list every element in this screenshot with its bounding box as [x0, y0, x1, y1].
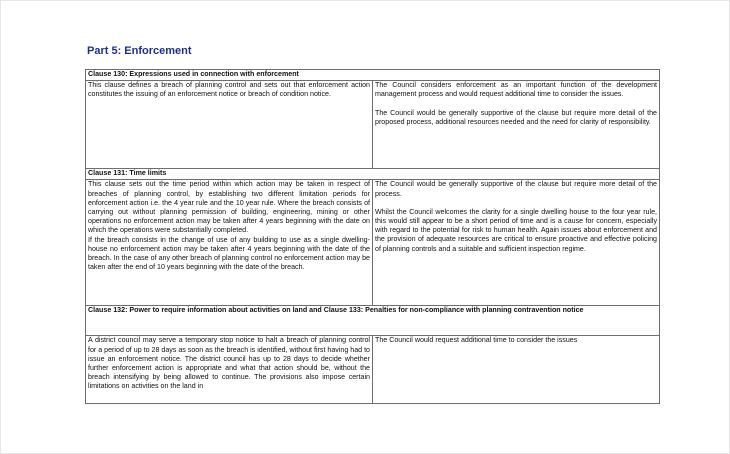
clause-131-response-para-2: Whilst the Council welcomes the clarity for a single dwelling house to the four year rule, this would still appear to be a short period of time and is a cause for concern, especially with regard to the potential for risk to human health. Again issues about enforcement and the provision of adequate resources are critical to ensure proactive and effective policing of planning controls and a suitable and sufficient inspection regime.	[375, 207, 657, 253]
clause-130-header-row	[86, 70, 660, 81]
clause-132-row	[86, 336, 660, 404]
clause-131-response-para-1: The Council would be generally supportive of the clause but require more detail of the process.	[375, 180, 657, 198]
clause-130-description	[86, 81, 373, 169]
clause-130-row	[86, 81, 660, 169]
clause-132-response	[373, 336, 660, 404]
clause-130-heading: Clause 130: Expressions used in connection with enforcement	[86, 70, 660, 81]
clause-132-heading: Clause 132: Power to require information about activities on land and Clause 133: Penalties for non-compliance with planning contravention notice	[86, 306, 660, 336]
clause-130-response-para-2: The Council would be generally supportive of the clause but require more detail of the proposed process, additional resources needed and the need for clarity of responsibility.	[375, 108, 657, 126]
clause-131-description	[86, 180, 373, 306]
clause-131-row	[86, 180, 660, 306]
clause-132-header-row	[86, 306, 660, 336]
clause-130-description-text: This clause defines a breach of planning control and sets out that enforcement action constitutes the issuing of an enforcement notice or breach of condition notice.	[88, 81, 370, 99]
clause-131-header-row	[86, 169, 660, 180]
clauses-table	[85, 69, 660, 404]
part-title: Part 5: Enforcement	[87, 45, 192, 57]
clause-132-description-text: A district council may serve a temporary stop notice to halt a breach of planning control for a period of up to 28 days as soon as the breach is identified, without first having had to issue an enforcement notice. The district council has up to 28 days to decide whether further enforcement action is appropriate and what that action should be, without the breach intensifying by being allowed to continue. The provisions also impose certain limitations on activities on the land in	[88, 336, 370, 391]
clause-132-description	[86, 336, 373, 404]
clause-130-response	[373, 81, 660, 169]
clause-132-response-text: The Council would request additional time to consider the issues	[375, 336, 578, 345]
clause-131-response	[373, 180, 660, 306]
clause-131-description-para-1: This clause sets out the time period within which action may be taken in respect of breaches of planning control, by establishing two different limitation periods for enforcement action i.e. the 4 year rule and the 10 year rule. Where the breach consists of carrying out without planning permission of building, engineering, mining or other operations no enforcement action may be taken after 4 years beginning with the date on which the operations were substantially completed.	[88, 180, 370, 235]
clause-131-heading: Clause 131: Time limits	[86, 169, 660, 180]
clause-131-description-para-2: If the breach consists in the change of use of any building to use as a single dwelling-house no enforcement action may be taken after 4 years beginning with the date of the breach. In the case of any other breach of planning control no enforcement action may be taken after the end of 10 years beginning with the date of the breach.	[88, 235, 370, 272]
clause-130-response-para-1: The Council considers enforcement as an important function of the development management process and would request additional time to consider the issues.	[375, 81, 657, 99]
